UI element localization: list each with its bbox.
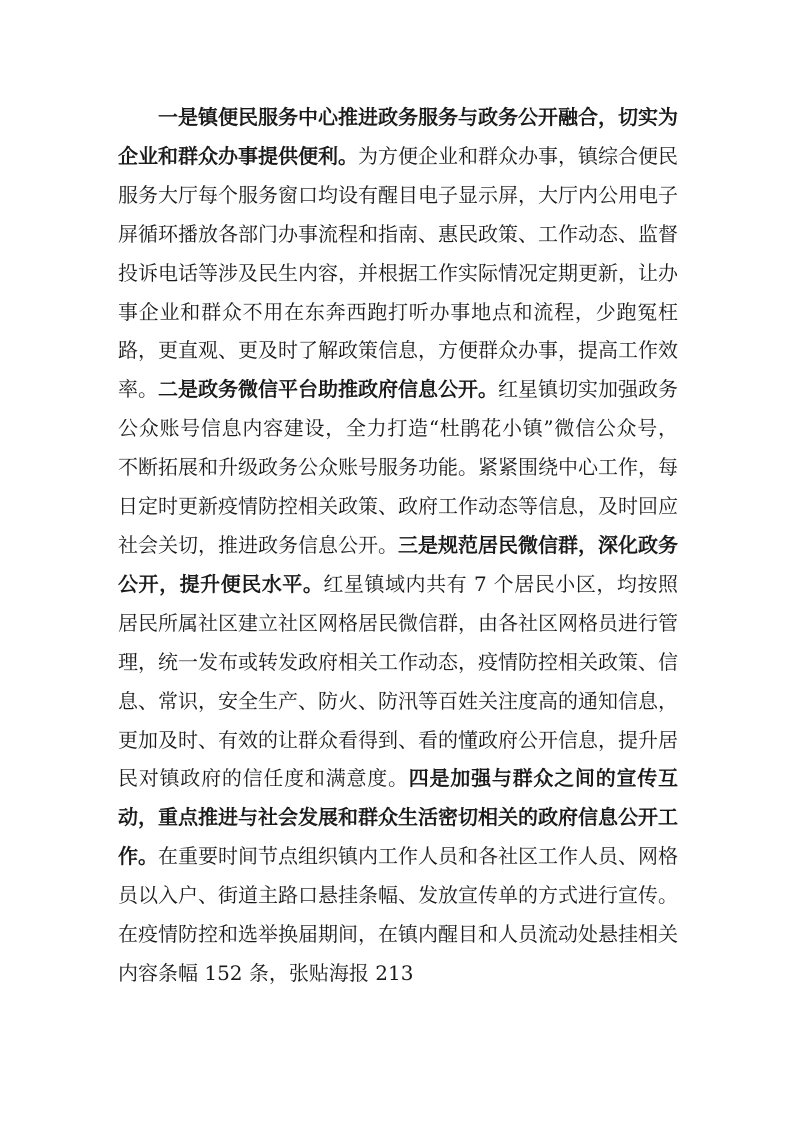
text-segment-2: 红星镇切实加强政务公众账号信息内容建设，全力打造“杜鹃花小镇”微信公众号，不断拓展和升级政务公众账号服务功能。紧紧围绕中心工作，每日定时更新疫情防控相关政策、政府工作动态等信息，及时回应社会关切，推进政务信息公开。 — [118, 377, 678, 557]
heading-point-4: 四是加强与群众之间的宣传互动，重点推进与社会发展和群众生活密切相关的政府信息公开工作。 — [118, 766, 679, 869]
heading-point-3: 三是规范居民微信群，深化政务公开，提升便民水平。 — [118, 532, 678, 596]
heading-point-2: 二是政务微信平台助推政府信息公开。 — [158, 377, 498, 402]
text-segment-4: 在重要时间节点组织镇内工作人员和各社区工作人员、网格员以入户、街道主路口悬挂条幅、发放宣传单的方式进行宣传。在疫情防控和选举换届期间，在镇内醒目和人员流动处悬挂相关内容条幅 152 条，张贴海报 213 — [118, 844, 678, 985]
text-segment-3: 红星镇域内共有 7 个居民小区，均按照居民所属社区建立社区网格居民微信群，由各社区网格员进行管理，统一发布或转发政府相关工作动态，疫情防控相关政策、信息、常识，安全生产、防火、防汛等百姓关注度高的通知信息，更加及时、有效的让群众看得到、看的懂政府公开信息，提升居民对镇政府的信任度和满意度。 — [118, 571, 678, 791]
heading-point-1: 一是镇便民服务中心推进政务服务与政务公开融合，切实为企业和群众办事提供便利。 — [118, 105, 678, 168]
body-paragraph — [118, 98, 678, 993]
text-segment-1: 为方便企业和群众办事，镇综合便民服务大厅每个服务窗口均设有醒目电子显示屏，大厅内公用电子屏循环播放各部门办事流程和指南、惠民政策、工作动态、监督投诉电话等涉及民生内容，并根据工作实际情况定期更新，让办事企业和群众不用在东奔西跑打听办事地点和流程，少跑冤枉路，更直观、更及时了解政策信息，方便群众办事，提高工作效率。 — [118, 143, 678, 402]
